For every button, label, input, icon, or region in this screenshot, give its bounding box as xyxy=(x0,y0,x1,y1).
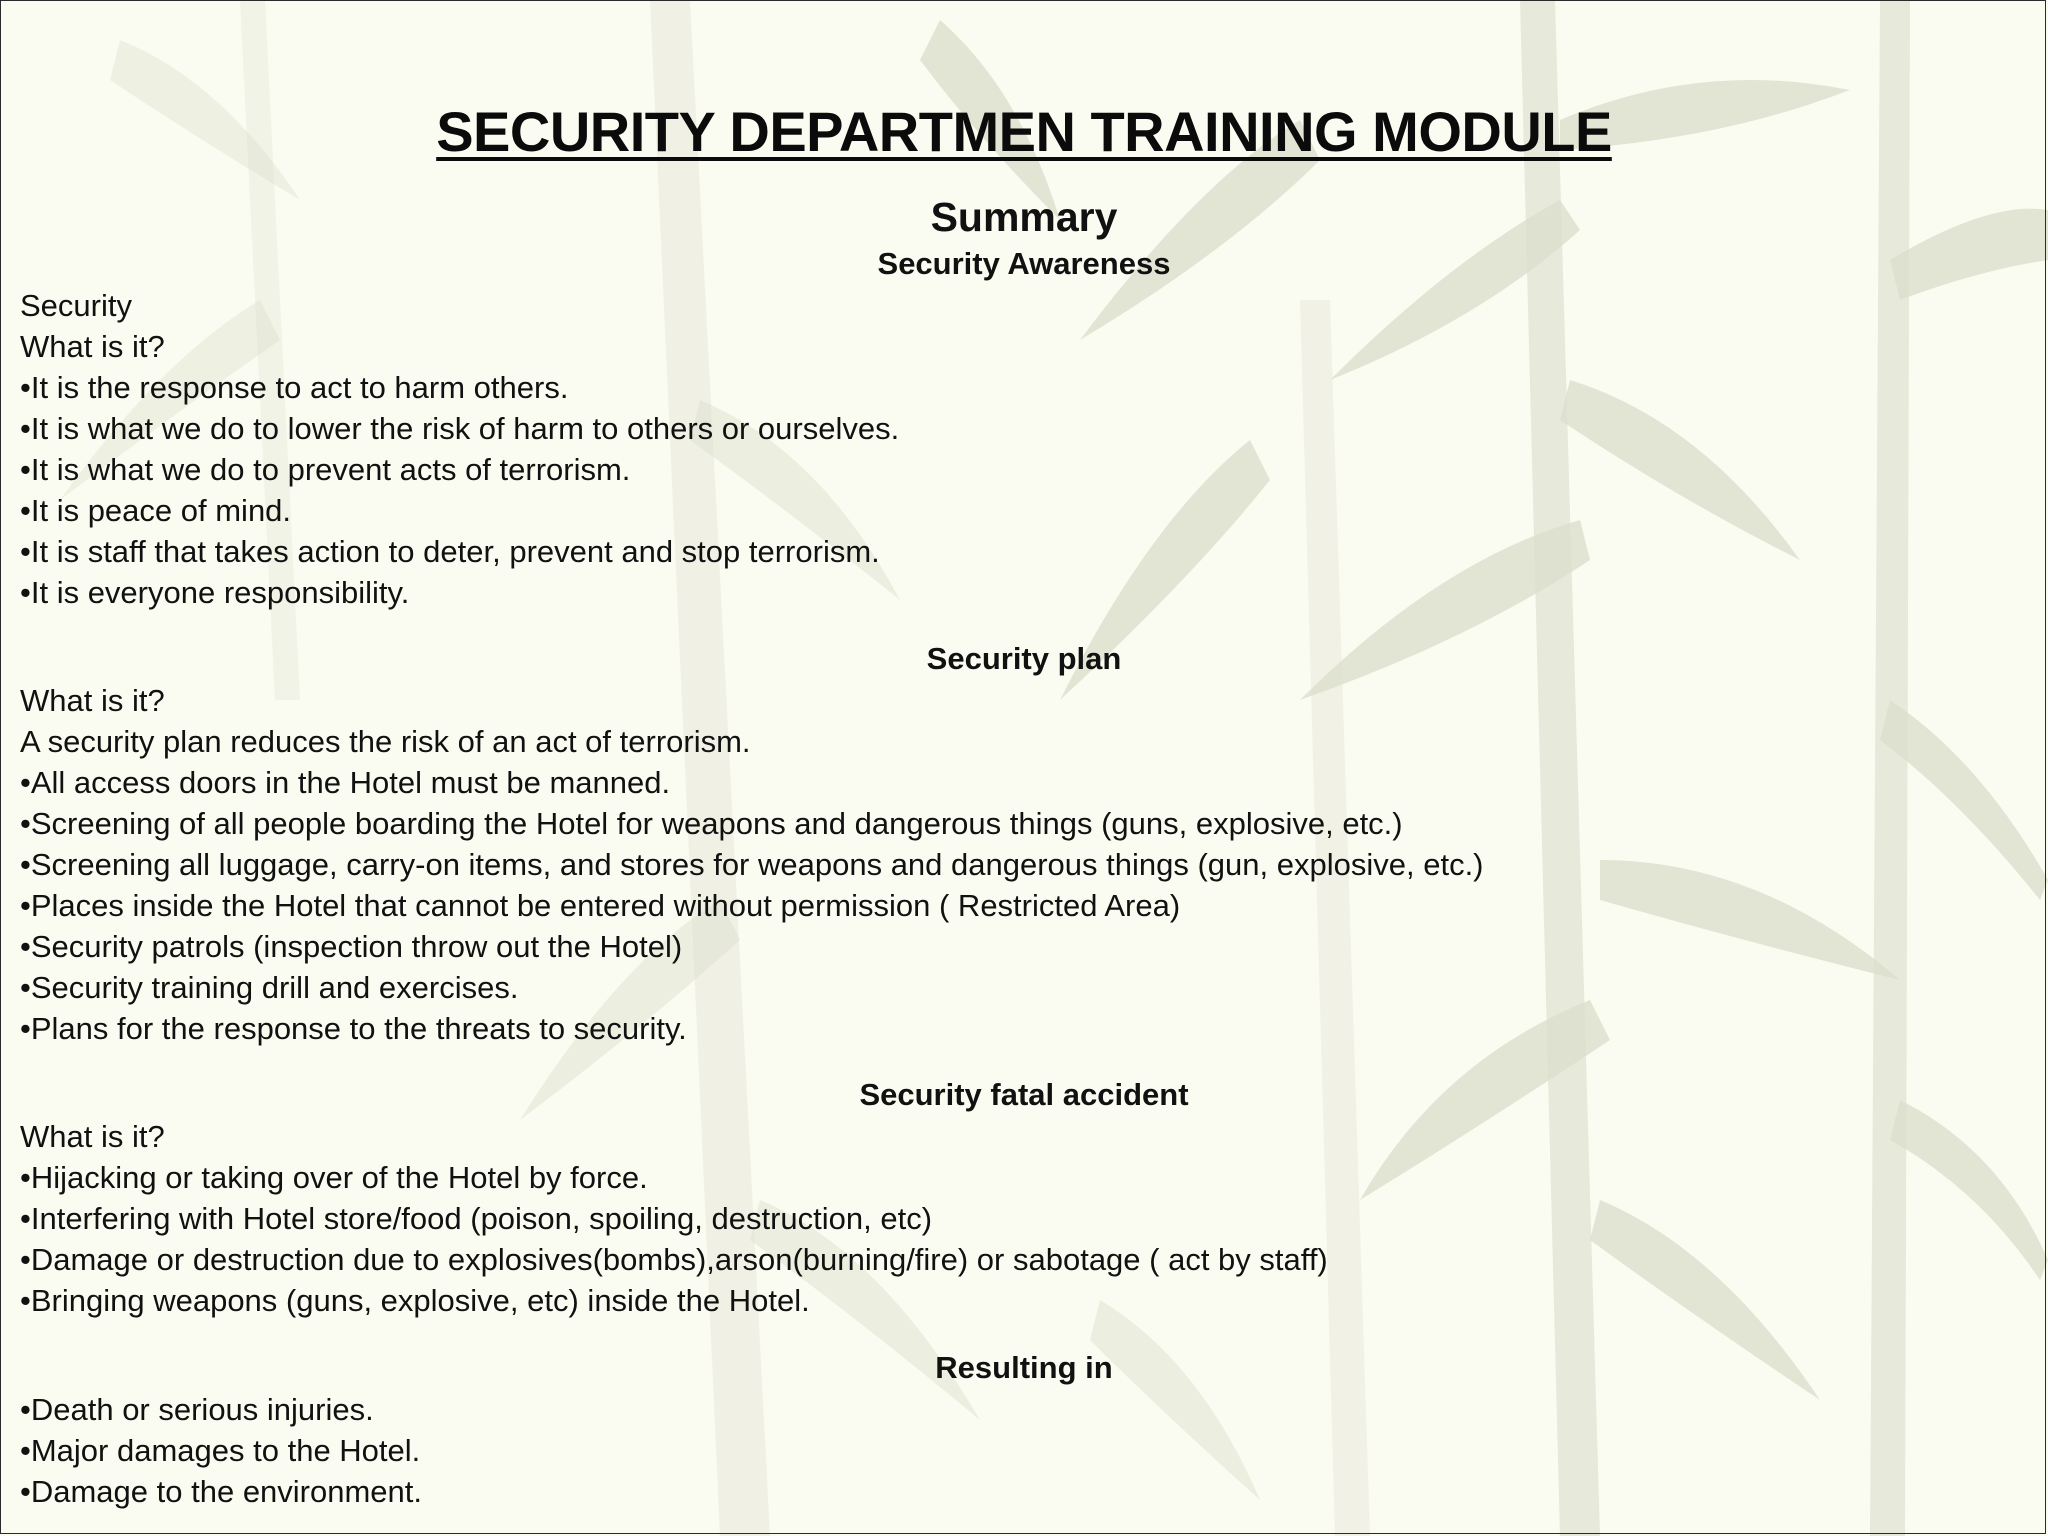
bullet-item: •Bringing weapons (guns, explosive, etc) inside the Hotel. xyxy=(20,1283,810,1318)
text-line: What is it? xyxy=(20,1119,165,1154)
bullet-item: •Hijacking or taking over of the Hotel by force. xyxy=(20,1160,648,1195)
section-body-resulting-in xyxy=(20,1389,2000,1512)
bullet-item: •It is peace of mind. xyxy=(20,493,292,528)
bullet-item: •Death or serious injuries. xyxy=(20,1392,374,1427)
slide-title: SECURITY DEPARTMEN TRAINING MODULE xyxy=(436,100,1612,163)
section-heading-security-plan: Security plan xyxy=(926,641,1122,676)
text-line: A security plan reduces the risk of an act of terrorism. xyxy=(20,724,751,759)
section-body-security-awareness xyxy=(20,285,2000,613)
bullet-item: •Major damages to the Hotel. xyxy=(20,1433,421,1468)
text-line: What is it? xyxy=(20,683,165,718)
bullet-item: •Screening of all people boarding the Hotel for weapons and dangerous things (guns, explosive, etc.) xyxy=(20,806,1403,841)
text-line: Security xyxy=(20,288,132,323)
section-body-security-fatal-accident xyxy=(20,1116,2000,1321)
bullet-item: •Security patrols (inspection throw out the Hotel) xyxy=(20,929,683,964)
bullet-item: •Damage to the environment. xyxy=(20,1474,423,1509)
section-heading-resulting-in: Resulting in xyxy=(935,1350,1113,1385)
bullet-item: •Screening all luggage, carry-on items, and stores for weapons and dangerous things (gun, explosive, etc.) xyxy=(20,847,1484,882)
bullet-item: •It is what we do to lower the risk of harm to others or ourselves. xyxy=(20,411,900,446)
bullet-item: •It is everyone responsibility. xyxy=(20,575,410,610)
bullet-item: •Plans for the response to the threats to security. xyxy=(20,1011,687,1046)
bullet-item: •Damage or destruction due to explosives(bombs),arson(burning/fire) or sabotage ( act by staff) xyxy=(20,1242,1328,1277)
bullet-item: •It is staff that takes action to deter, prevent and stop terrorism. xyxy=(20,534,880,569)
summary-heading: Summary xyxy=(930,194,1118,240)
section-heading-security-fatal-accident: Security fatal accident xyxy=(859,1077,1189,1112)
bullet-item: •All access doors in the Hotel must be manned. xyxy=(20,765,671,800)
bullet-item: •It is what we do to prevent acts of terrorism. xyxy=(20,452,631,487)
bullet-item: •It is the response to act to harm others. xyxy=(20,370,569,405)
section-body-security-plan xyxy=(20,680,2000,1049)
bullet-item: •Interfering with Hotel store/food (poison, spoiling, destruction, etc) xyxy=(20,1201,933,1236)
section-heading-security-awareness: Security Awareness xyxy=(877,246,1171,281)
bullet-item: •Security training drill and exercises. xyxy=(20,970,519,1005)
text-line: What is it? xyxy=(20,329,165,364)
bullet-item: •Places inside the Hotel that cannot be entered without permission ( Restricted Area) xyxy=(20,888,1181,923)
